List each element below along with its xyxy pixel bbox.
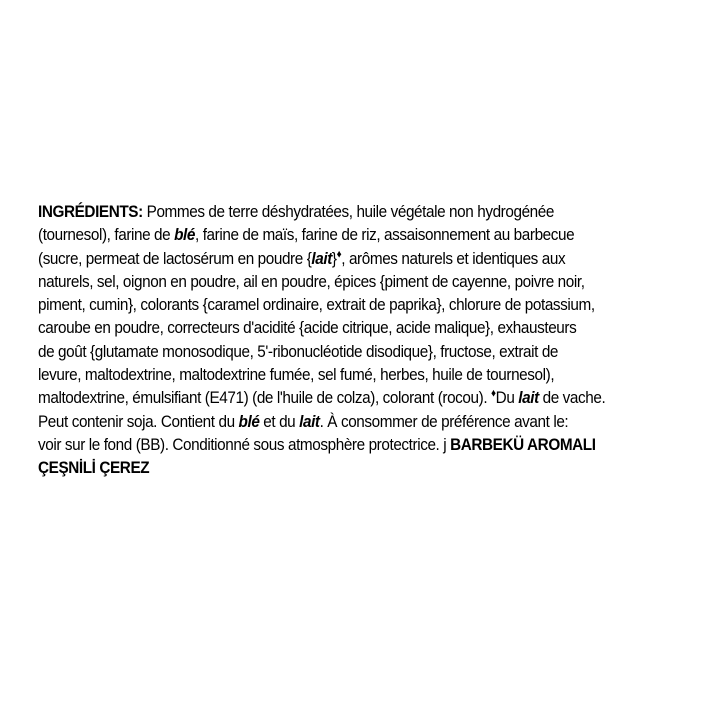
turkish-product-name: ÇEŞNİLİ ÇEREZ	[38, 458, 150, 478]
text-segment: naturels, sel, oignon en poudre, ail en poudre, épices {piment de cayenne, poivre noir,	[38, 271, 585, 291]
text-line-5	[38, 293, 704, 316]
text-segment: (tournesol), farine de	[38, 225, 175, 245]
text-line-3	[38, 247, 704, 270]
allergen-lait: lait	[311, 248, 332, 268]
allergen-ble: blé	[238, 411, 260, 431]
text-line-11	[38, 433, 704, 456]
footnote-marker: ♦	[336, 247, 342, 260]
text-line-1	[38, 200, 704, 223]
text-line-12	[38, 456, 704, 479]
text-line-2	[38, 223, 704, 246]
text-segment: . À consommer de préférence avant le:	[319, 411, 569, 431]
text-segment: caroube en poudre, correcteurs d'acidité {acide citrique, acide malique}, exhausteurs	[38, 318, 577, 338]
text-line-6	[38, 316, 704, 339]
text-segment: Du	[495, 388, 519, 408]
ingredients-paragraph	[38, 200, 704, 480]
text-segment: voir sur le fond (BB). Conditionné sous atmosphère protectrice. j	[38, 434, 451, 454]
text-segment: Peut contenir soja. Contient du	[38, 411, 239, 431]
text-line-8	[38, 363, 704, 386]
text-segment: Pommes de terre déshydratées, huile végétale non hydrogénée	[142, 202, 554, 221]
text-segment: piment, cumin}, colorants {caramel ordinaire, extrait de paprika}, chlorure de potassium,	[38, 295, 595, 315]
ingredients-heading: INGRÉDIENTS:	[38, 202, 143, 221]
text-segment: (sucre, permeat de lactosérum en poudre {	[38, 248, 312, 268]
allergen-ble: blé	[174, 225, 196, 245]
text-segment: de goût {glutamate monosodique, 5'-ribonucléotide disodique}, fructose, extrait de	[38, 341, 559, 361]
text-line-9	[38, 386, 704, 409]
text-segment: }	[331, 248, 337, 268]
allergen-lait: lait	[518, 388, 539, 408]
text-segment: et du	[259, 411, 300, 431]
text-line-4	[38, 270, 704, 293]
text-segment: de vache.	[538, 388, 606, 408]
text-segment: , arômes naturels et identiques aux	[341, 248, 566, 268]
turkish-product-name: BARBEKÜ AROMALI	[450, 434, 596, 454]
text-line-10	[38, 410, 704, 433]
footnote-marker: ♦	[491, 387, 496, 400]
text-segment: levure, maltodextrine, maltodextrine fumée, sel fumé, herbes, huile de tournesol),	[38, 365, 555, 385]
text-line-7	[38, 340, 704, 363]
allergen-lait: lait	[299, 411, 320, 431]
text-segment: , farine de maïs, farine de riz, assaisonnement au barbecue	[195, 225, 575, 245]
text-segment: maltodextrine, émulsifiant (E471) (de l'huile de colza), colorant (rocou).	[38, 388, 492, 408]
